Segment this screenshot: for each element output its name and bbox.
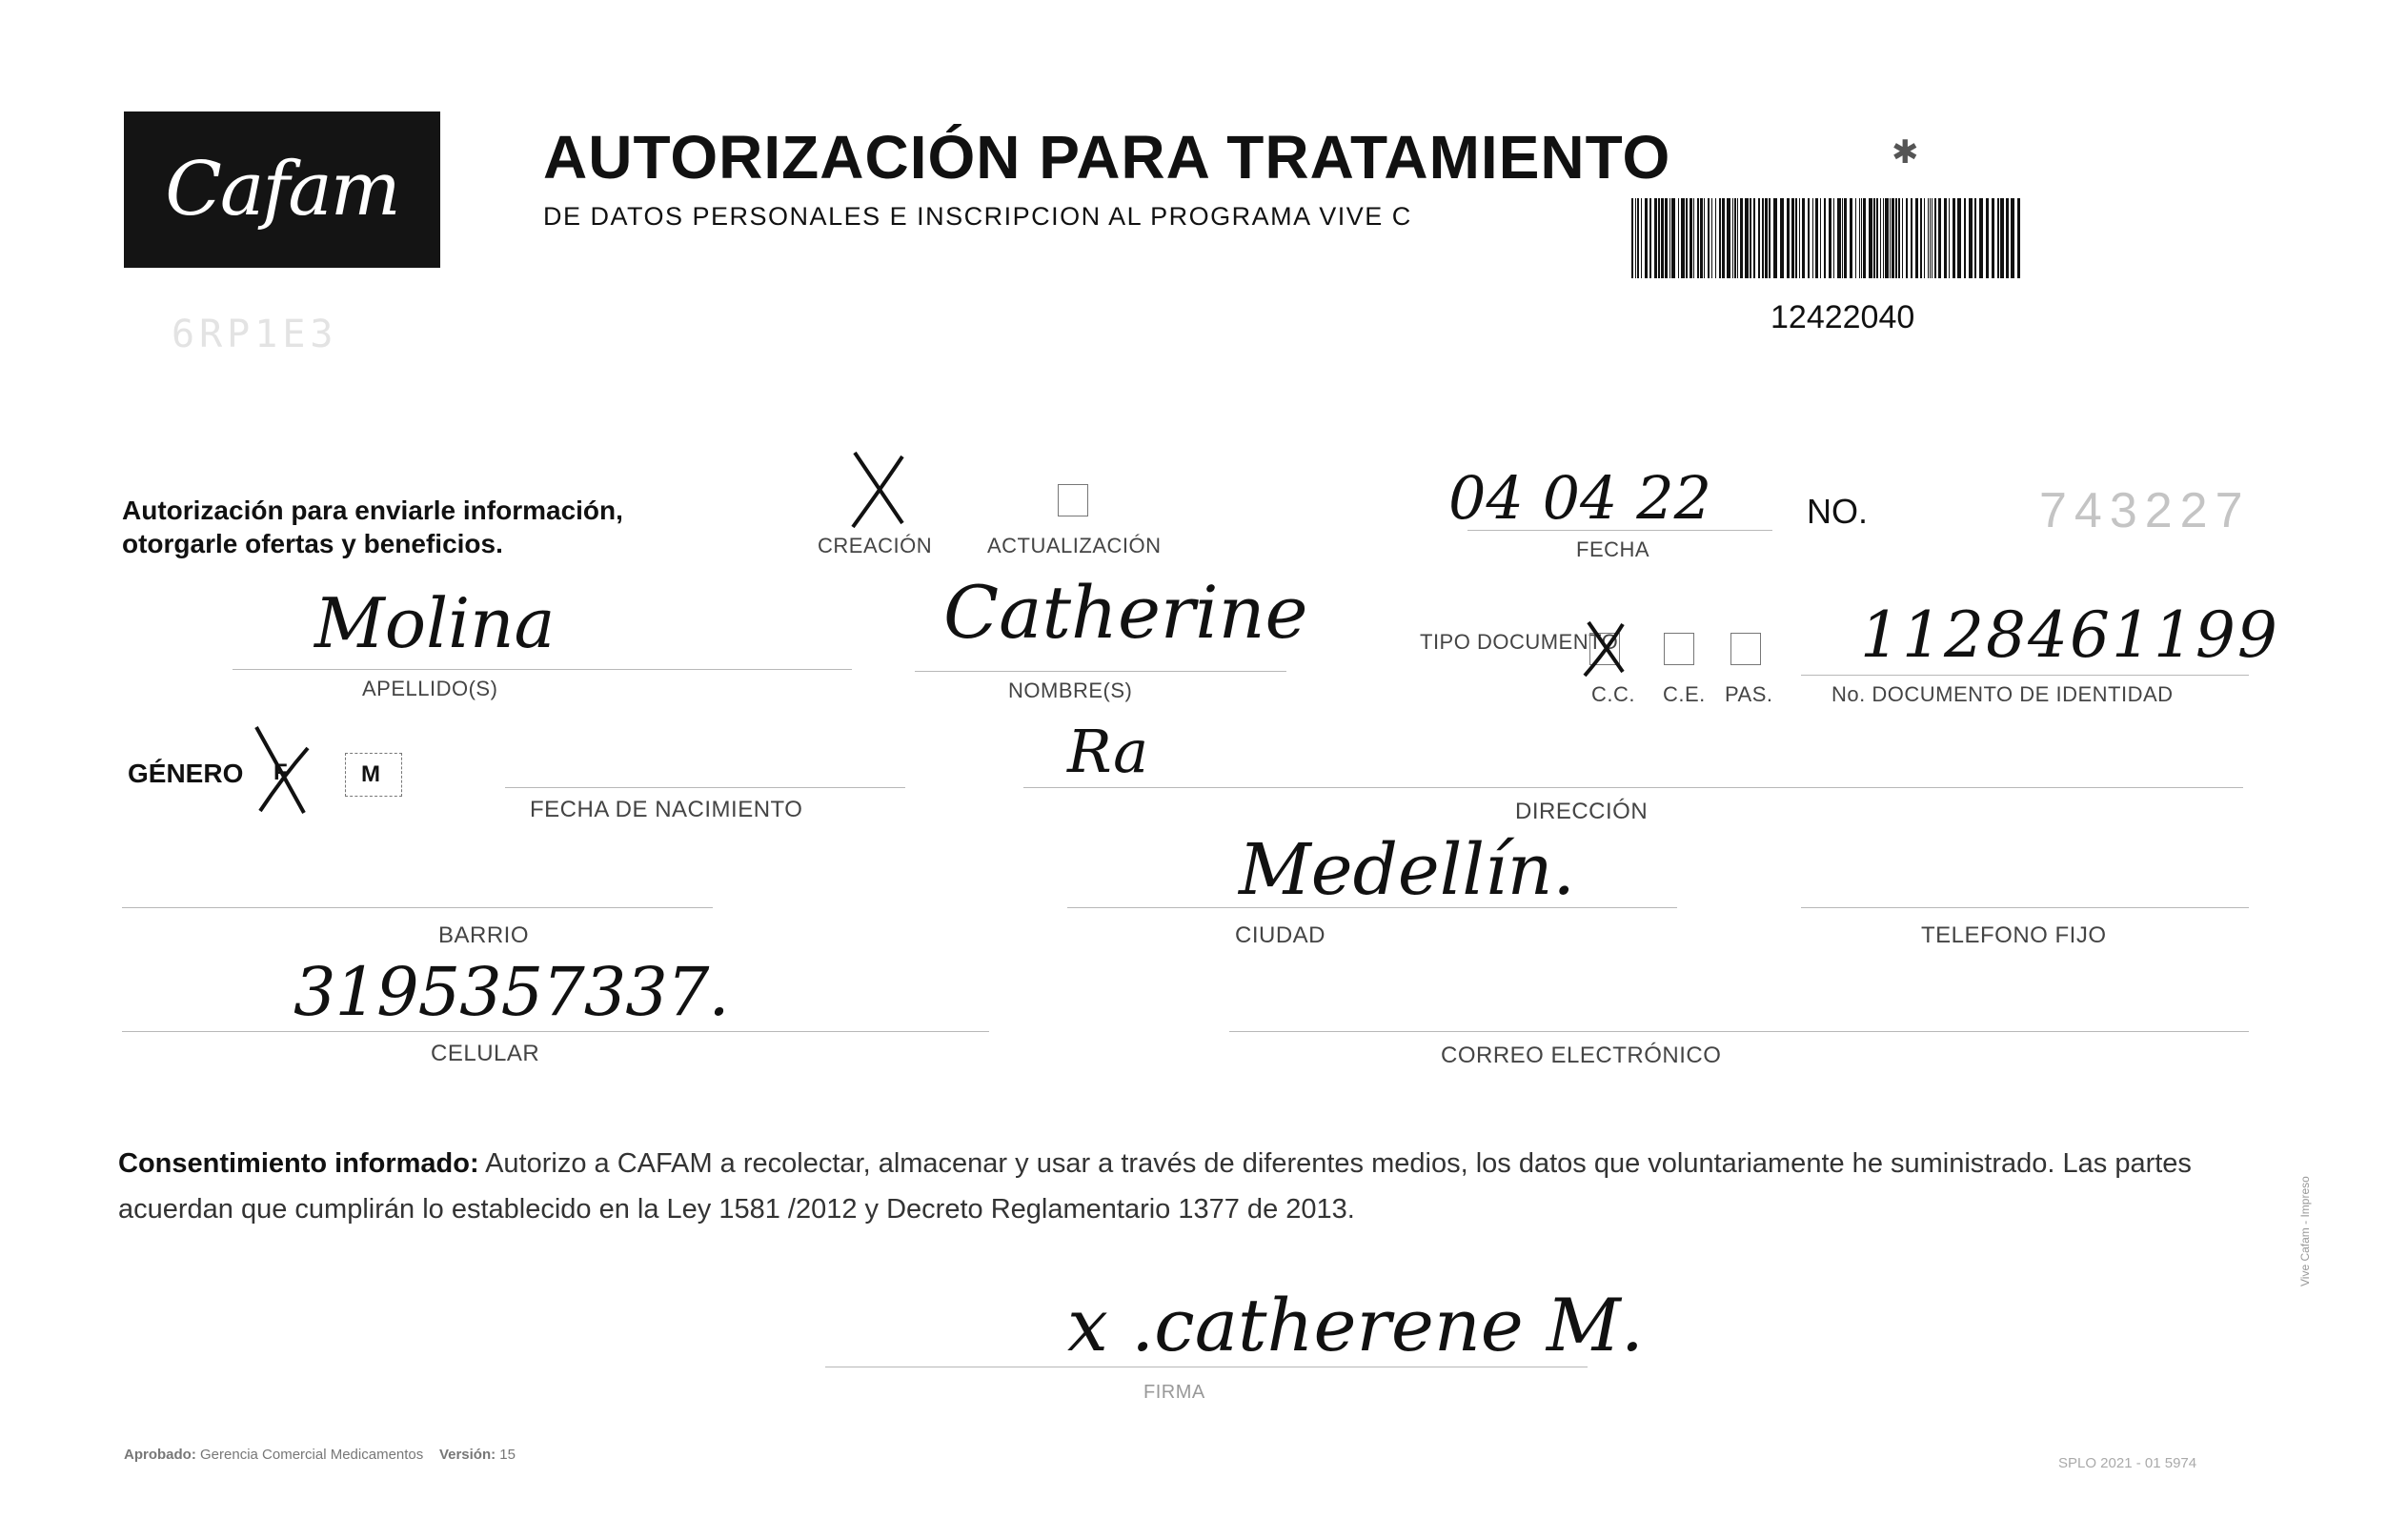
barcode-bar: [1700, 198, 1703, 278]
consent-body: Autorizo a CAFAM a recolectar, almacenar y usar a través de diferentes medios, los datos que voluntariamente he suministrado. Las partes acuerdan que cumplirán lo establecido en la Ley 1581 /2012 y Decreto Reglamentario 1377 de 2013.: [118, 1148, 2192, 1225]
side-vertical-text: Vive Cafam - Impreso: [2298, 1176, 2312, 1286]
genero-m-checkbox[interactable]: M: [345, 753, 402, 797]
nombres-label: NOMBRE(S): [1008, 678, 1133, 702]
barcode-bar: [1631, 198, 1633, 278]
creacion-label: CREACIÓN: [818, 534, 933, 557]
barcode-bar: [1681, 198, 1685, 278]
barcode-bar: [1635, 198, 1636, 278]
barcode-bar: [1719, 198, 1721, 278]
barcode-bar: [1855, 198, 1856, 278]
barcode-bar: [1944, 198, 1947, 278]
ce-checkbox[interactable]: [1664, 633, 1694, 665]
signature-label: FIRMA: [1143, 1382, 1205, 1403]
approved-footer: Aprobado: Gerencia Comercial Medicamentos Versión: 15: [124, 1447, 516, 1463]
barcode-bar: [1934, 198, 1936, 278]
nombres-extra: Ra: [1067, 717, 1149, 786]
barcode-bar: [1722, 198, 1725, 278]
barcode-bar: [1915, 198, 1918, 278]
fecha-value: 04 04 22: [1448, 463, 1712, 533]
telefono-label: TELEFONO FIJO: [1921, 922, 2107, 948]
barcode-bar: [1815, 198, 1818, 278]
scan-smudge: ✱: [1892, 134, 1919, 171]
barcode-bar: [1693, 198, 1694, 278]
direccion-label: DIRECCIÓN: [1515, 799, 1649, 824]
barcode-bar: [1658, 198, 1660, 278]
barcode-bar: [1661, 198, 1664, 278]
nombres-value: Catherine: [943, 570, 1308, 655]
barcode-bar: [1953, 198, 1955, 278]
barcode-bar: [1898, 198, 1900, 278]
fecha-label: FECHA: [1576, 537, 1650, 561]
barcode-bar: [1654, 198, 1657, 278]
barcode-bar: [1920, 198, 1922, 278]
barcode-bar: [1665, 198, 1668, 278]
barcode-bar: [1758, 198, 1760, 278]
barcode-bar: [1671, 198, 1675, 278]
barcode-bar: [1641, 198, 1642, 278]
faded-stamp-code: 6RP1E3: [172, 313, 338, 356]
barcode-bar: [2000, 198, 2004, 278]
barcode-bar: [1895, 198, 1897, 278]
barcode-bar: [1979, 198, 1983, 278]
barcode-bar: [1669, 198, 1670, 278]
barcode-bar: [1678, 198, 1679, 278]
celular-label: CELULAR: [431, 1041, 540, 1066]
barcode-bar: [1734, 198, 1736, 278]
apellidos-label: APELLIDO(S): [362, 677, 498, 700]
barcode-bar: [1850, 198, 1852, 278]
barcode-bar: [1795, 198, 1797, 278]
barcode-bar: [1787, 198, 1790, 278]
no-value: 743227: [2039, 483, 2251, 538]
barcode-bar: [1930, 198, 1931, 278]
form-title: AUTORIZACIÓN PARA TRATAMIENTO: [543, 123, 1671, 192]
actualizacion-checkbox[interactable]: [1058, 484, 1088, 516]
cafam-logo: [124, 111, 440, 268]
barcode-bar: [1753, 198, 1755, 278]
barcode-bar: [1715, 198, 1716, 278]
barcode-bar: [1799, 198, 1800, 278]
barcode-bar: [1711, 198, 1712, 278]
barcode-bar: [1964, 198, 1966, 278]
barcode-bar: [1911, 198, 1912, 278]
barcode-bar: [1997, 198, 1999, 278]
barcode-bar: [1863, 198, 1866, 278]
barcode: [1631, 198, 2022, 278]
barcode-bar: [1740, 198, 1743, 278]
barcode-bar: [1780, 198, 1784, 278]
barcode-bar: [1802, 198, 1805, 278]
barcode-bar: [1844, 198, 1847, 278]
barcode-bar: [2017, 198, 2020, 278]
apellidos-value: Molina: [314, 583, 556, 663]
barcode-bar: [1690, 198, 1692, 278]
barcode-bar: [1928, 198, 1929, 278]
barcode-bar: [1986, 198, 1989, 278]
barcode-bar: [1880, 198, 1881, 278]
barcode-bar: [1876, 198, 1878, 278]
barcode-bar: [2011, 198, 2014, 278]
barcode-bar: [1885, 198, 1889, 278]
barcode-bar: [1859, 198, 1860, 278]
barcode-bar: [1861, 198, 1862, 278]
barcode-bar: [1750, 198, 1751, 278]
pas-label: PAS.: [1725, 682, 1773, 706]
ciudad-value: Medellín.: [1239, 829, 1575, 911]
signature-value: x .catherene M.: [1067, 1283, 1644, 1367]
barcode-bar: [1992, 198, 1994, 278]
barcode-bar: [1969, 198, 1973, 278]
barcode-bar: [1829, 198, 1831, 278]
barcode-bar: [1732, 198, 1733, 278]
barcode-bar: [1812, 198, 1813, 278]
documento-value: 1128461199: [1860, 598, 2279, 672]
actualizacion-label: ACTUALIZACIÓN: [987, 534, 1162, 557]
barcode-bar: [1769, 198, 1771, 278]
barcode-bar: [1974, 198, 1976, 278]
pas-checkbox[interactable]: [1730, 633, 1761, 665]
form-subtitle: DE DATOS PERSONALES E INSCRIPCION AL PROGRAMA VIVE C: [543, 202, 1412, 231]
barcode-bar: [1649, 198, 1651, 278]
ce-label: C.E.: [1663, 682, 1706, 706]
barcode-bar: [1824, 198, 1826, 278]
barcode-bar: [1773, 198, 1777, 278]
no-label: NO.: [1807, 492, 1869, 531]
barcode-bar: [1645, 198, 1648, 278]
form-code: SPLO 2021 - 01 5974: [2058, 1455, 2197, 1471]
barcode-number: 12422040: [1771, 299, 1915, 335]
barcode-bar: [1833, 198, 1834, 278]
barcode-bar: [1906, 198, 1908, 278]
barcode-bar: [1837, 198, 1841, 278]
consent-heading: Consentimiento informado:: [118, 1148, 479, 1179]
documento-label: No. DOCUMENTO DE IDENTIDAD: [1831, 682, 2174, 706]
barcode-bar: [1869, 198, 1872, 278]
barcode-bar: [1765, 198, 1768, 278]
ciudad-label: CIUDAD: [1235, 922, 1326, 948]
check-x-icon: [1581, 617, 1632, 679]
barcode-bar: [1924, 198, 1925, 278]
barcode-bar: [1737, 198, 1738, 278]
barcode-bar: [1745, 198, 1749, 278]
barcode-bar: [1697, 198, 1699, 278]
cc-checkbox[interactable]: [1589, 633, 1620, 665]
barcode-bar: [1873, 198, 1875, 278]
barcode-bar: [1902, 198, 1903, 278]
cc-label: C.C.: [1591, 682, 1635, 706]
barcode-bar: [1727, 198, 1730, 278]
logo-text: Cafam: [165, 147, 399, 233]
celular-value: 3195357337.: [293, 953, 729, 1031]
authorization-label: Autorización para enviarle información, otorgarle ofertas y beneficios.: [122, 496, 623, 558]
barcode-bar: [1892, 198, 1894, 278]
genero-f-checkbox[interactable]: F: [265, 753, 301, 797]
barcode-bar: [1938, 198, 1941, 278]
barcode-bar: [1637, 198, 1639, 278]
fecha-nacimiento-label: FECHA DE NACIMIENTO: [530, 797, 803, 822]
consent-paragraph: [118, 1142, 2310, 1233]
barcode-bar: [1890, 198, 1891, 278]
check-x-icon: [845, 447, 912, 533]
correo-label: CORREO ELECTRÓNICO: [1441, 1043, 1722, 1068]
barcode-bar: [1762, 198, 1764, 278]
barcode-bar: [2006, 198, 2009, 278]
barcode-bar: [1820, 198, 1821, 278]
barcode-bar: [1842, 198, 1843, 278]
barcode-bar: [1949, 198, 1950, 278]
barcode-bar: [1883, 198, 1884, 278]
barrio-label: BARRIO: [438, 922, 530, 948]
tipo-documento-label: TIPO DOCUMENTO: [1420, 630, 1619, 654]
genero-label: GÉNERO: [128, 759, 244, 788]
barcode-bar: [1791, 198, 1794, 278]
barcode-bar: [1686, 198, 1688, 278]
barcode-bar: [1808, 198, 1810, 278]
barcode-bar: [1957, 198, 1961, 278]
barcode-bar: [1704, 198, 1705, 278]
creacion-checkbox[interactable]: [861, 471, 892, 503]
check-x-icon: [249, 719, 315, 824]
barcode-bar: [1708, 198, 1710, 278]
